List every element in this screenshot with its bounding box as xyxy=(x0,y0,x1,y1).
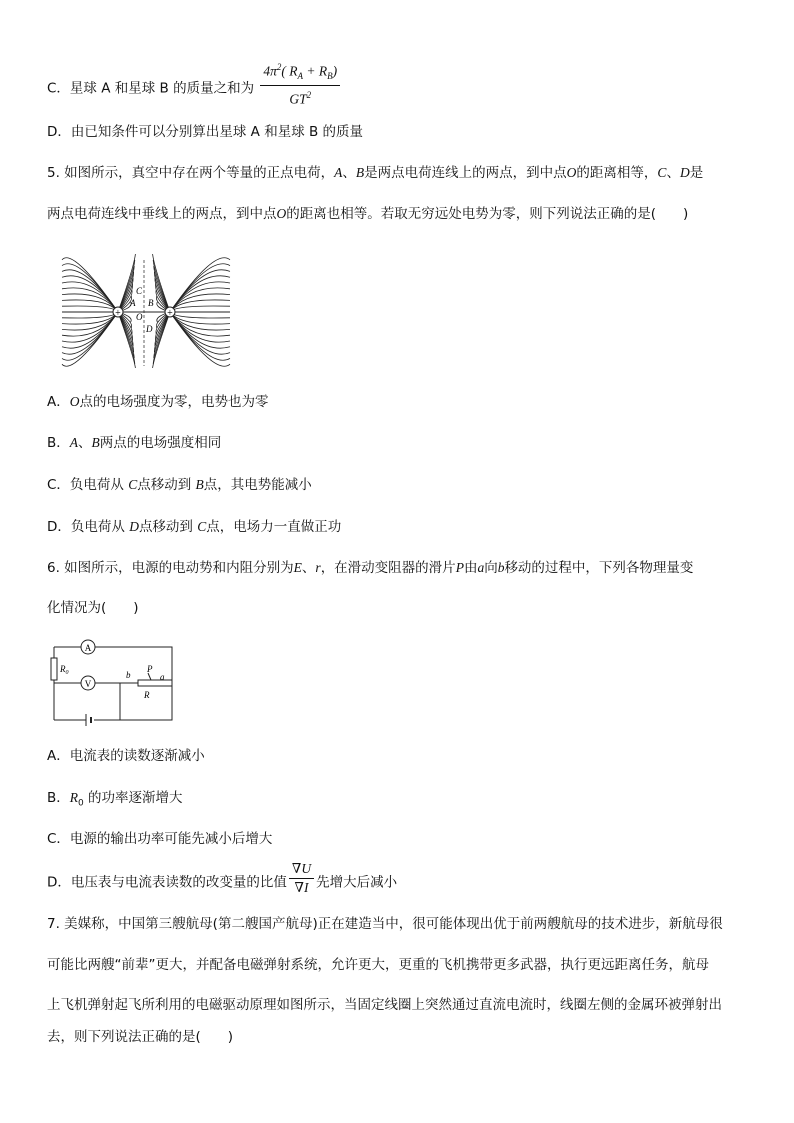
q6-option-d: D．电压表与电流表读数的改变量的比值 $\frac{\nabla U}{\nabla I}$ 先增大后减小 xyxy=(47,861,398,895)
fig-label-d: D xyxy=(146,324,153,334)
q5-option-c: C．负电荷从 C点移动到 B点，其电势能减小 xyxy=(47,477,312,493)
q7-stem-line1: 7. 美媒称，中国第三艘航母(第二艘国产航母)正在建造当中，很可能体现出优于前两艘航母的技术进步，新航母很 xyxy=(47,916,723,932)
q5-stem-line2: 两点电荷连线中垂线上的两点，到中点O的距离也相等。若取无穷远处电势为零，则下列说法正确的是( ) xyxy=(47,206,689,222)
fig-label-o: O xyxy=(136,312,143,322)
q6-option-a: A．电流表的读数逐渐减小 xyxy=(47,748,205,764)
r0-resistor xyxy=(51,658,57,680)
q4c-numerator: $4\pi^2$( $R_A + R_B$) xyxy=(260,58,340,86)
q6d-fraction: $\frac{\nabla U}{\nabla I}$ xyxy=(289,860,314,897)
r0-label: $R_0$ xyxy=(60,664,69,676)
fig-label-p: P xyxy=(147,664,153,674)
q4-option-d: D．由已知条件可以分别算出星球 A 和星球 B 的质量 xyxy=(47,124,364,140)
voltmeter-label: V xyxy=(84,679,92,689)
rheostat xyxy=(138,680,172,686)
q5-option-b: B．A、B两点的电场强度相同 xyxy=(47,435,222,451)
fig-label-b: b xyxy=(126,670,131,680)
ammeter-label: A xyxy=(84,643,92,653)
q4c-fraction xyxy=(260,58,340,109)
fig-label-a: a xyxy=(160,672,165,682)
q5-stem-line1: 5. 如图所示，真空中存在两个等量的正点电荷，A、B是两点电荷连线上的两点，到中点O的距离相等，C、D是 xyxy=(47,165,704,181)
q5-option-a: A．O点的电场强度为零，电势也为零 xyxy=(47,394,269,410)
q7-stem-line2: 可能比两艘“前辈”更大，并配备电磁弹射系统，允许更大，更重的飞机携带更多武器，执行更远距离任务，航母 xyxy=(47,957,709,973)
q6-option-b: B．$R_0$ 的功率逐渐增大 xyxy=(47,790,183,809)
q7-stem-line3: 上飞机弹射起飞所利用的电磁驱动原理如图所示，当固定线圈上突然通过直流电流时，线圈左侧的金属环被弹射出 xyxy=(47,997,722,1013)
fig-label-c: C xyxy=(136,286,143,296)
q6-stem-line2: 化情况为( ) xyxy=(47,600,139,616)
q4-option-c: C．星球 A 和星球 B 的质量之和为 $\frac{4\pi^2( R_A + R_B)}{GT^2}$ xyxy=(47,68,342,109)
right-charge-sign: + xyxy=(167,308,173,319)
q4c-denominator: $GT^2$ xyxy=(289,90,312,107)
fig-label-a: A xyxy=(130,298,136,308)
left-charge-sign: + xyxy=(115,308,121,319)
q7-stem-line4: 去，则下列说法正确的是( ) xyxy=(47,1029,234,1045)
q6-option-c: C．电源的输出功率可能先减小后增大 xyxy=(47,831,273,847)
q6-stem-line1: 6. 如图所示，电源的电动势和内阻分别为E、r，在滑动变阻器的滑片P由a向b移动的过程中，下列各物理量变 xyxy=(47,560,694,576)
q5-option-d: D．负电荷从 D点移动到 C点，电场力一直做正功 xyxy=(47,519,342,535)
electric-field-figure xyxy=(60,248,232,370)
circuit-figure xyxy=(48,636,178,726)
fig-label-b: B xyxy=(148,298,154,308)
fig-label-r: R xyxy=(144,690,150,700)
